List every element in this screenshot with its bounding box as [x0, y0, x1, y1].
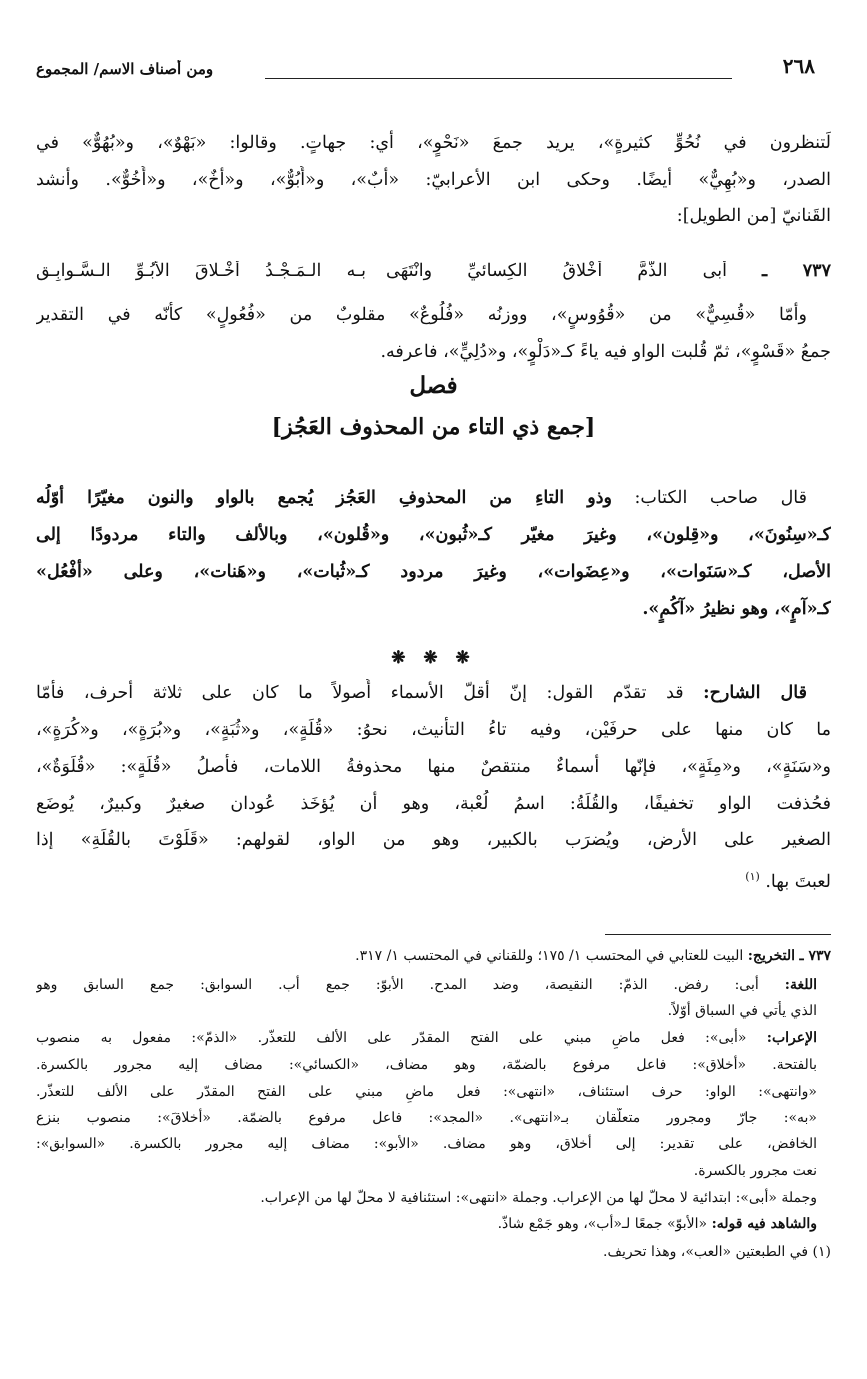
text-prefix: قال صاحب الكتاب:	[611, 488, 807, 508]
verse-second-hemistich: بـه الـمَـجْـدُ أَخْـلاقَ الأُبُـوِّ الـسَّـوابِـقِ	[36, 261, 366, 281]
footnote-label: التخريج:	[747, 948, 795, 964]
section-subheading: [جمع ذي التاء من المحذوف العَجُز]	[271, 414, 596, 440]
footnote-text: أبى: رفض. الذمّ: النقيصة، وضد المدح. الأبوّ: جمع أب. السوابق: جمع السابق وهو	[36, 977, 759, 993]
footnote-text: «الأبوّ» جمعًا لـ«أب»، وهو جَمْع شاذّ.	[497, 1216, 708, 1232]
commentary-text: قد تقدّم القول: إنّ أقلّ الأسماء أُصولاً ما كان على ثلاثة أحرف، فأمّا	[36, 683, 684, 703]
paragraph-line: الصدر، و«بُهِيٌّ» أيضًا. وحكى ابن الأعرابيّ: «أبٌ»، و«أُبُوٌّ»، و«أخٌ»، و«أُخُوٌّ». وأنشد	[36, 170, 831, 190]
footnote-label: والشاهد فيه قوله:	[711, 1216, 817, 1232]
paragraph-line: القَنانيّ [من الطويل]:	[676, 206, 831, 226]
footnote-line: الخافض، على تقدير: إلى أخلاق، وهو مضاف. «الأبو»: مضاف إليه مجرور بالكسرة. «السوابق»:	[36, 1136, 817, 1152]
footnote-text: «أبى»: فعل ماضٍ مبني على الفتح المقدّر على الألف للتعذّر. «الذمّ»: مفعول به منصوب	[36, 1030, 747, 1046]
paragraph-line: لَتنظرون في نُحُوٍّ كثيرةٍ»، يريد جمعَ «نَحْوٍ»، أي: جهاتٍ. وقالوا: «بَهْوٌ»، و«بُهُوٌّ» في	[36, 133, 831, 153]
footnote-lugha	[36, 975, 817, 996]
running-title: ومن أصناف الاسم/ المجموع	[36, 60, 214, 78]
footnote-line: بالفتحة. «أخلاق»: فاعل مرفوع بالضمّة، وهو مضاف، «الكسائي»: مضاف إليه مجرور بالكسرة.	[36, 1057, 817, 1073]
footnote-line: الذي يأتي في السباق أوّلاً.	[667, 1003, 817, 1019]
footnote-label: اللغة:	[784, 977, 817, 993]
commentary-line	[36, 679, 807, 707]
verse-first-text: أَبى الذَّمَّ أَخْلاقُ الكِسائيِّ وانْتَهَى	[386, 261, 727, 281]
page-number: ٢٦٨	[782, 54, 815, 78]
footnote-shahid	[36, 1214, 817, 1235]
text-line: الأصل، كـ«سَنَوات»، و«عِضَوات»، وغيرَ مردود كـ«ثُبات»، و«هَنات»، وعلى «أفْعُل»	[36, 562, 831, 582]
paragraph-line: جمعُ «قَسْوٍ»، ثمّ قُلبت الواو فيه ياءً كـ«دَلْوٍ»، و«دُلِيٍّ»، فاعرفه.	[380, 342, 831, 362]
footnote-1: (١) في الطبعتين «العب»، وهذا تحريف.	[603, 1244, 831, 1260]
verse-number: ٧٣٧ ـ	[762, 261, 831, 281]
footnote-ref: (١)	[745, 870, 760, 883]
footnote-line: نعت مجرور بالكسرة.	[693, 1163, 817, 1179]
footnote-jumla: وجملة «أبى»: ابتدائية لا محلّ لها من الإعراب. وجملة «انتهى»: استئنافية لا محلّ لها من الإعراب.	[260, 1190, 817, 1206]
commentary-line: فحُذفت الواو تخفيفًا، والقُلَةُ: اسمُ لُعْبة، وهو أن يُؤخَذ عُودان صغيرٌ وكبيرٌ، يُوضَع	[36, 794, 831, 814]
footnote-rule	[605, 934, 831, 935]
commentary-line	[36, 863, 831, 896]
text-line: كـ«آمٍ»، وهو نظيرُ «آكُمٍ».	[642, 599, 831, 619]
commentary-line: الصغير على الأرض، ويُضرَب بالكبير، وهو من الواو، لقولهم: «قَلَوْتَ بالقُلَةِ» إذا	[36, 830, 831, 850]
footnote-takhrij	[36, 946, 831, 967]
footnote-line: «وانتهى»: الواو: حرف استئناف، «انتهى»: فعل ماضٍ مبني على الفتح المقدّر على الألف للتعذّر.	[36, 1084, 817, 1100]
text-line	[36, 484, 807, 512]
footnote-irab	[36, 1028, 817, 1049]
footnote-label: الإعراب:	[766, 1030, 817, 1046]
verse-first-hemistich	[386, 261, 831, 281]
commentary-text: لعبتَ بها.	[765, 871, 831, 892]
commentary-line: و«سَنَةٍ»، و«مِئَةٍ»، فإنّها أسماءٌ منتقصٌ منها محذوفةُ اللامات، فأصلُ «قُلَةٍ»: «قُلَوَةٌ»،	[36, 757, 831, 777]
commentary-label: قال الشارح:	[703, 683, 807, 703]
commentary-line: ما كان منها على حرفَيْن، وفيه تاءُ التأنيث، نحوُ: «قُلَةٍ»، و«ثُبَةٍ»، و«بُرَةٍ»، و«كُرَةٍ»،	[36, 720, 831, 740]
section-heading: فصل	[409, 372, 458, 399]
text-line: كـ«سِنُونَ»، و«قِلون»، وغيرَ مغيّر كـ«ثُبون»، و«قُلون»، وبالألف والتاء مردودًا إلى	[36, 525, 831, 545]
section-separator: ❋ ❋ ❋	[391, 648, 476, 668]
footnote-number: ٧٣٧ ـ	[799, 948, 831, 964]
footnote-text: البيت للعتابي في المحتسب ١/ ١٧٥؛ وللقناني في المحتسب ١/ ٣١٧.	[355, 948, 744, 964]
paragraph-line: وأمّا «قُسِيٌّ» من «قُوُوسٍ»، ووزنُه «فُلُوعٌ» مقلوبٌ من «فُعُولٍ» كأنّه في التقدير	[36, 305, 807, 325]
text-bold: وذو التاءِ من المحذوفِ العَجُز يُجمع بالواو والنون مغيّرًا أوّلُه	[36, 488, 612, 508]
header-rule	[265, 78, 732, 79]
footnote-line: «به»: جارّ ومجرور متعلّقان بـ«انتهى». «المجد»: فاعل مرفوع بالضمّة. «أخلاقَ»: منصوب بنزع	[36, 1110, 817, 1126]
